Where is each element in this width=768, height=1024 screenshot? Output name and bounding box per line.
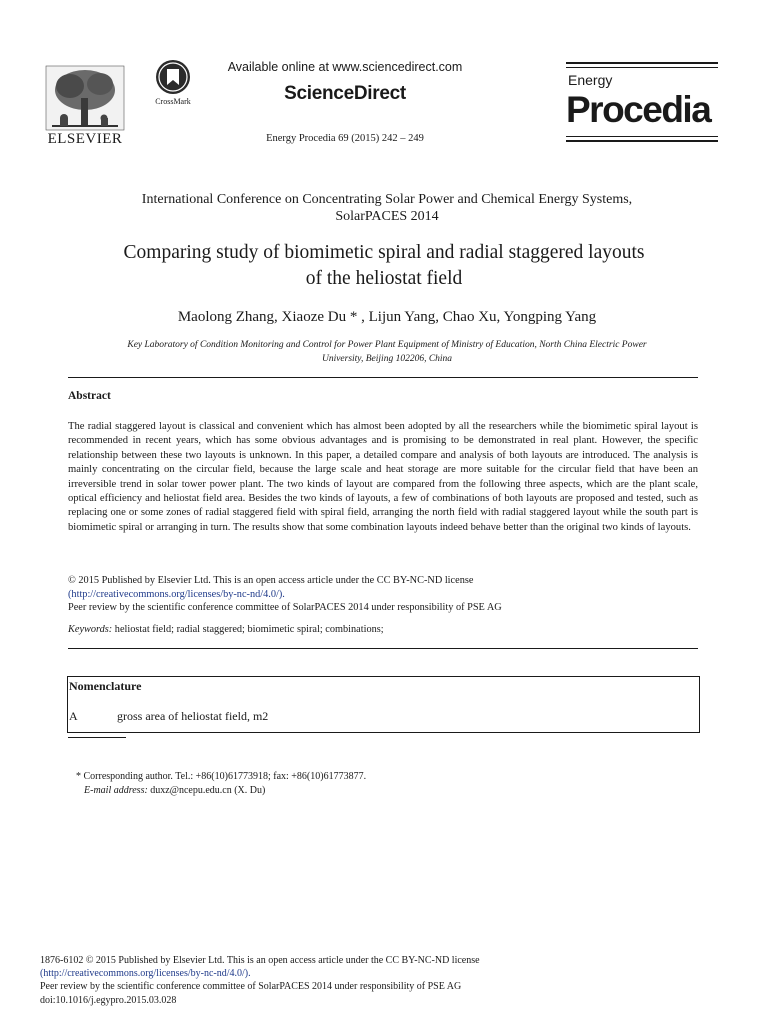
footnote-rule [68,737,126,738]
affiliation: Key Laboratory of Condition Monitoring and Control for Power Plant Equipment of Ministry of Education, North China Electric Power University, Beijing 102206, China [127,340,647,364]
sciencedirect-logo: ScienceDirect [284,83,406,104]
author-list: Maolong Zhang, Xiaoze Du * , Lijun Yang, Chao Xu, Yongping Yang [177,309,597,325]
crossmark-label: CrossMark [155,97,191,106]
abstract-body: The radial staggered layout is classical and convenient which has almost been adopted by all the researchers while the biomimetic spiral layout is recommended in recent years, which has some obvious advantages and is promising to be demonstrated in real plant. However, the specific relationship between these two layouts is unknown. In this paper, a detailed compare and analysis of both layouts are introduced. The analysis is mainly concentrating on the circular field, because the large scale and heat storage are more suitable for the circular field that have been an irreversible trend in solar tower power plant. The two kinds of layout are compared from the following three aspects, which are the plant scale, optical efficiency and heliostat field area. Besides the two kinds of layouts, a few of combinations of both layouts are proposed and tested, such as replacing one or some zones of radial staggered field with spiral field, arranging the north field with radial staggered layout while the south part is biomimetic spiral or arranging in turn. The results show that some combination layouts indeed behave better than the original two kinds of layouts. [68,421,698,533]
email-label: E-mail address: [84,785,148,796]
footer-license-link[interactable]: (http://creativecommons.org/licenses/by-nc-nd/4.0/). [40,968,251,980]
journal-logo-energy: Energy [568,72,613,88]
keywords [68,624,698,635]
abstract-heading: Abstract [68,390,111,402]
publisher-name: ELSEVIER [47,131,123,147]
doi[interactable]: doi:10.1016/j.egypro.2015.03.028 [40,994,177,1006]
nomenclature-definition: gross area of heliostat field, m2 [117,709,269,723]
journal-logo-procedia: Procedia [566,89,711,130]
crossmark-icon [156,60,190,94]
email-note [84,785,265,796]
nomenclature-box [67,676,700,733]
keywords-list: heliostat field; radial staggered; biomimetic spiral; combinations; [112,624,384,635]
abstract-top-rule [68,377,698,378]
paper-title: Comparing study of biomimetic spiral and radial staggered layouts of the heliostat field [123,242,645,289]
license-link[interactable]: (http://creativecommons.org/licenses/by-nc-nd/4.0/). [68,588,285,600]
conference-name: International Conference on Concentrating Solar Power and Chemical Energy Systems, SolarPACES 2014 [141,192,633,224]
corresponding-author-note: * Corresponding author. Tel.: +86(10)61773918; fax: +86(10)61773877. [76,771,367,782]
available-online-text: Available online at www.sciencedirect.com [227,60,463,74]
crossmark-badge[interactable] [150,60,196,106]
peer-review-line: Peer review by the scientific conference committee of SolarPACES 2014 under responsibility of PSE AG [68,602,502,613]
copyright-block [68,574,698,615]
abstract-bottom-rule [68,648,698,649]
copyright-line: © 2015 Published by Elsevier Ltd. This is an open access article under the CC BY-NC-ND license [68,575,474,586]
nomenclature-symbol: A [69,709,78,723]
journal-reference: Energy Procedia 69 (2015) 242 – 249 [266,133,424,144]
keywords-label: Keywords: [68,624,113,635]
page-footer: 1876-6102 © 2015 Published by Elsevier Ltd. This is an open access article under the CC BY-NC-ND license (http://creativecommons.org/licenses/by-nc-nd/4.0/). Peer review by the scientific conference committee of SolarPACES 2014 under responsibility of PSE AG doi:10.1016/j.egypro.2015.03.028 [40,954,740,1007]
email-address[interactable]: duxz@ncepu.edu.cn (X. Du) [147,785,266,796]
nomenclature-title: Nomenclature [69,679,142,693]
energy-procedia-logo [566,60,718,142]
